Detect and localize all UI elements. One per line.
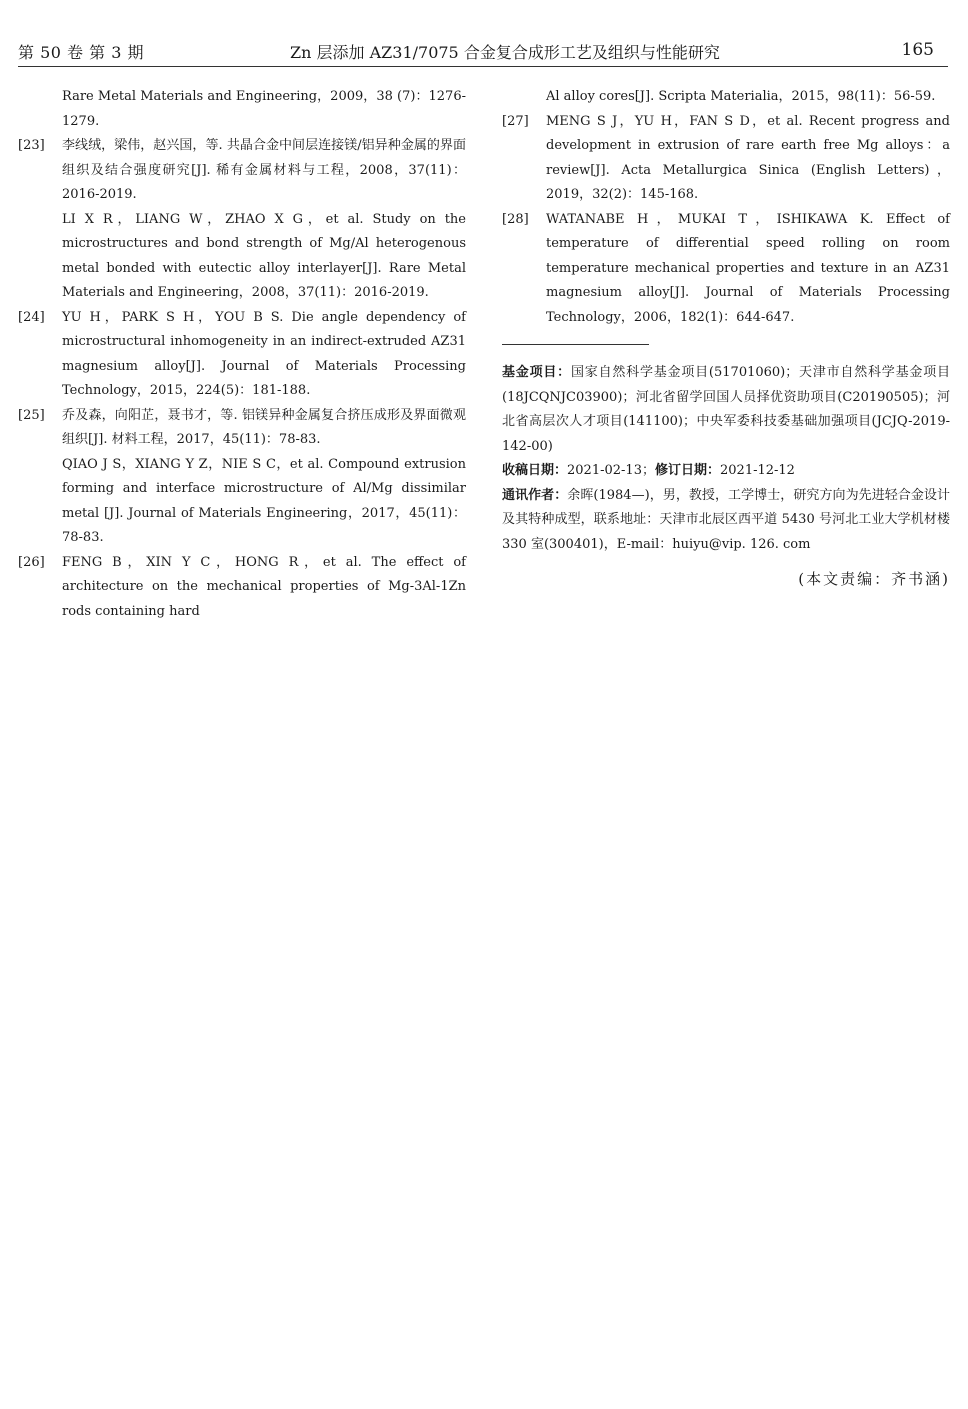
footnote-rule <box>502 344 649 345</box>
right-column <box>502 85 950 592</box>
reference-text: FENG B，XIN Y C，HONG R，et al. The effect of architecture on the mechanical properties of Mg-3Al-1Zn rods containing hard <box>62 554 466 619</box>
dates-footnote: 收稿日期：2021-02-13；修订日期：2021-12-12 <box>502 463 795 478</box>
reference-number: [23] <box>18 138 45 153</box>
reference-number: [26] <box>18 554 45 570</box>
reference-number: [28] <box>502 211 529 227</box>
left-column <box>18 85 466 624</box>
reference-26 <box>18 551 466 625</box>
reference-number: [24] <box>18 309 45 325</box>
revised-label: 修订日期： <box>654 463 720 478</box>
reference-text-en: LI X R，LIANG W，ZHAO X G，et al. Study on the microstructures and bond strength of Mg/Al heterogenous metal bonded with eutectic alloy interlayer[J]. Rare Metal Materials and Engineering，2008，37(11)：2016-2019. <box>62 211 466 300</box>
fund-footnote <box>502 361 950 459</box>
running-title: Zn 层添加 AZ31/7075 合金复合成形工艺及组织与性能研究 <box>290 43 720 62</box>
volume-issue: 第 50 卷 第 3 期 <box>18 43 144 62</box>
reference-24 <box>18 306 466 404</box>
received-date: 2021-02-13 <box>567 463 642 478</box>
reference-text-cn: 乔及森，向阳芷，聂书才，等. 铝镁异种金属复合挤压成形及界面微观组织[J]. 材料工程，2017，45(11)：78-83. <box>62 407 466 447</box>
reference-continued: Al alloy cores[J]. Scripta Materialia，2015，98(11)：56-59. <box>546 89 936 104</box>
author-label: 通讯作者： <box>502 487 568 503</box>
reference-text: WATANABE H，MUKAI T，ISHIKAWA K. Effect of temperature of differential speed rolling on room temperature mechanical properties and texture in an AZ31 magnesium alloy[J]. Journal of Materials Processing Technology，2006，182(1)：644-647. <box>546 211 950 325</box>
reference-25 <box>18 404 466 551</box>
author-footnote <box>502 484 950 558</box>
reference-text-cn: 李线绒，梁伟，赵兴国，等. 共晶合金中间层连接镁/铝异种金属的界面组织及结合强度研究[J]. 稀有金属材料与工程，2008，37(11)：2016-2019. <box>62 138 466 202</box>
revised-date: 2021-12-12 <box>720 463 795 478</box>
author-text: 余晖(1984—)，男，教授，工学博士，研究方向为先进轻合金设计及其特种成型，联系地址：天津市北辰区西平道 5430 号河北工业大学机材楼 330 室(300401)，E-mail：huiyu@vip. 126. com <box>502 487 950 552</box>
reference-text: MENG S J，YU H，FAN S D，et al. Recent progress and development in extrusion of rare earth free Mg alloys：a review[J]. Acta Metallurgica Sinica (English Letters)，2019，32(2)：145-168. <box>546 113 950 202</box>
reference-number: [27] <box>502 113 529 129</box>
reference-23 <box>18 134 466 306</box>
reference-27 <box>502 110 950 208</box>
reference-text-en: QIAO J S，XIANG Y Z，NIE S C，et al. Compound extrusion forming and interface microstructure of Al/Mg dissimilar metal [J]. Journal of Materials Engineering，2017，45(11)：78-83. <box>62 456 466 545</box>
fund-text: 国家自然科学基金项目(51701060)；天津市自然科学基金项目(18JCQNJC03900)；河北省留学回国人员择优资助项目(C20190505)；河北省高层次人才项目(141100)；中央军委科技委基础加强项目(JCJQ-2019-142-00) <box>502 365 950 454</box>
reference-28 <box>502 208 950 331</box>
header-rule <box>18 66 948 67</box>
reference-continued: Rare Metal Materials and Engineering，2009，38 (7)：1276-1279. <box>62 89 466 129</box>
page-number: 165 <box>901 40 934 60</box>
editor-note: (本文责编：齐书涵) <box>798 570 950 588</box>
reference-number: [25] <box>18 407 45 423</box>
received-label: 收稿日期： <box>502 463 568 478</box>
running-header <box>18 38 948 66</box>
fund-label: 基金项目： <box>502 365 571 380</box>
reference-text: YU H，PARK S H，YOU B S. Die angle dependency of microstructural inhomogeneity in an indirect-extruded AZ31 magnesium alloy[J]. Journal of Materials Processing Technology，2015，224(5)：181-188. <box>62 309 466 398</box>
